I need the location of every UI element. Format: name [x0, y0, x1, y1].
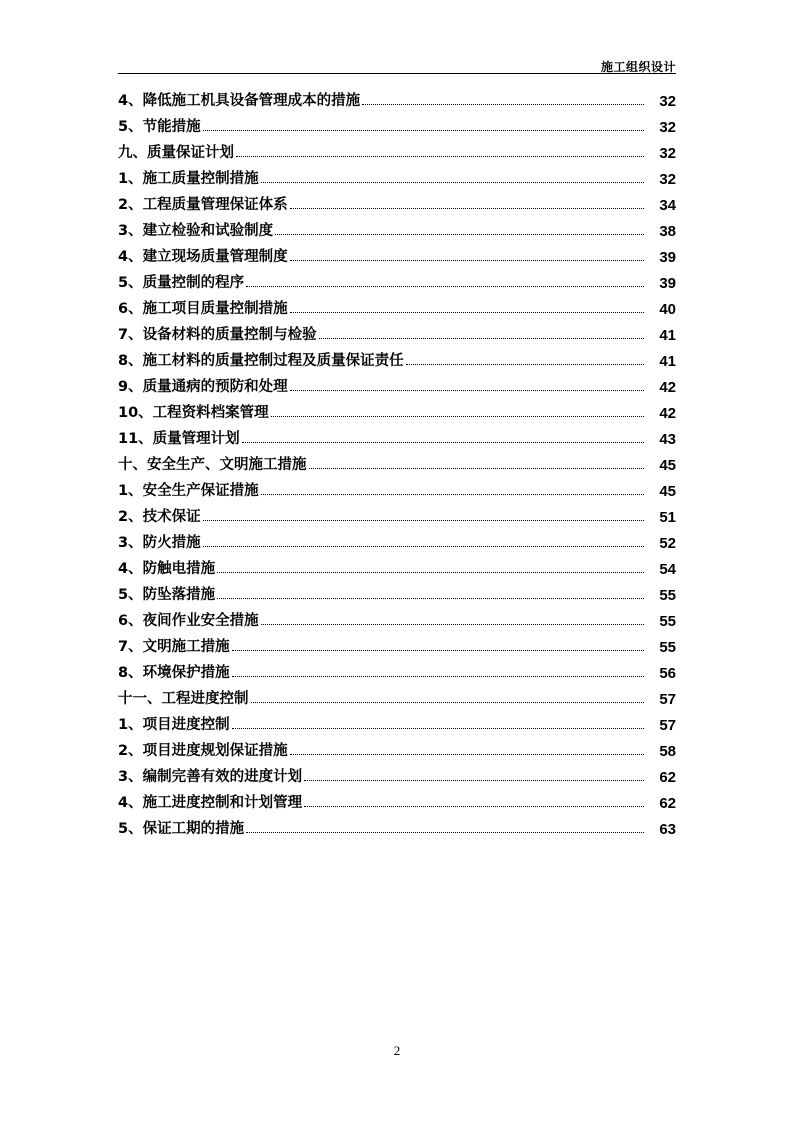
toc-entry-label: 4、施工进度控制和计划管理 — [118, 795, 303, 811]
toc-entry[interactable] — [118, 292, 676, 318]
toc-dot-leader — [319, 338, 644, 339]
toc-dot-leader — [290, 754, 644, 755]
toc-dot-leader — [406, 364, 644, 365]
toc-entry-page: 55 — [659, 639, 676, 656]
toc-entry-label: 十一、工程进度控制 — [118, 691, 249, 707]
toc-dot-leader — [203, 546, 644, 547]
toc-entry-label: 11、质量管理计划 — [118, 431, 240, 447]
toc-entry-page: 42 — [659, 379, 676, 396]
toc-entry-label: 九、质量保证计划 — [118, 145, 234, 161]
toc-dot-leader — [290, 312, 644, 313]
toc-entry[interactable] — [118, 734, 676, 760]
toc-entry[interactable] — [118, 84, 676, 110]
toc-dot-leader — [309, 468, 645, 469]
toc-entry-page: 57 — [659, 691, 676, 708]
toc-entry-page: 45 — [659, 457, 676, 474]
toc-entry-label: 5、质量控制的程序 — [118, 275, 245, 291]
toc-dot-leader — [290, 390, 644, 391]
toc-entry[interactable] — [118, 474, 676, 500]
toc-dot-leader — [304, 806, 644, 807]
toc-entry[interactable] — [118, 422, 676, 448]
toc-entry-label: 3、建立检验和试验制度 — [118, 223, 274, 239]
toc-dot-leader — [261, 624, 644, 625]
toc-dot-leader — [261, 182, 644, 183]
page-number: 2 — [393, 1043, 401, 1058]
toc-entry-page: 43 — [659, 431, 676, 448]
toc-entry[interactable] — [118, 578, 676, 604]
toc-dot-leader — [232, 676, 644, 677]
toc-entry-page: 63 — [659, 821, 676, 838]
toc-entry-page: 51 — [659, 509, 676, 526]
toc-entry-label: 2、项目进度规划保证措施 — [118, 743, 288, 759]
toc-entry[interactable] — [118, 760, 676, 786]
toc-dot-leader — [236, 156, 644, 157]
header-title: 施工组织设计 — [600, 60, 676, 74]
toc-entry-page: 54 — [659, 561, 676, 578]
toc-entry[interactable] — [118, 500, 676, 526]
toc-entry-label: 6、施工项目质量控制措施 — [118, 301, 288, 317]
toc-entry[interactable] — [118, 188, 676, 214]
toc-entry-page: 40 — [659, 301, 676, 318]
toc-dot-leader — [203, 130, 644, 131]
toc-entry[interactable] — [118, 214, 676, 240]
toc-dot-leader — [275, 234, 644, 235]
toc-entry-page: 58 — [659, 743, 676, 760]
toc-entry[interactable] — [118, 708, 676, 734]
toc-entry-page: 39 — [659, 249, 676, 266]
toc-entry-label: 4、防触电措施 — [118, 561, 216, 577]
toc-entry-label: 2、工程质量管理保证体系 — [118, 197, 288, 213]
toc-entry-page: 55 — [659, 587, 676, 604]
toc-entry[interactable] — [118, 604, 676, 630]
toc-entry[interactable] — [118, 630, 676, 656]
toc-entry-page: 32 — [659, 145, 676, 162]
toc-entry-label: 4、建立现场质量管理制度 — [118, 249, 288, 265]
toc-entry[interactable] — [118, 344, 676, 370]
toc-dot-leader — [217, 598, 644, 599]
toc-entry-page: 56 — [659, 665, 676, 682]
toc-dot-leader — [271, 416, 644, 417]
toc-dot-leader — [242, 442, 644, 443]
toc-entry-page: 42 — [659, 405, 676, 422]
toc-entry[interactable] — [118, 370, 676, 396]
toc-entry-page: 45 — [659, 483, 676, 500]
table-of-contents — [118, 84, 676, 838]
toc-entry-label: 5、保证工期的措施 — [118, 821, 245, 837]
toc-dot-leader — [362, 104, 644, 105]
toc-entry[interactable] — [118, 682, 676, 708]
toc-entry-label: 3、防火措施 — [118, 535, 201, 551]
toc-entry-label: 5、防坠落措施 — [118, 587, 216, 603]
toc-entry[interactable] — [118, 240, 676, 266]
toc-entry[interactable] — [118, 812, 676, 838]
toc-entry-label: 6、夜间作业安全措施 — [118, 613, 259, 629]
toc-entry-label: 8、施工材料的质量控制过程及质量保证责任 — [118, 353, 404, 369]
toc-dot-leader — [261, 494, 644, 495]
toc-entry-page: 41 — [659, 353, 676, 370]
toc-entry[interactable] — [118, 162, 676, 188]
toc-dot-leader — [217, 572, 644, 573]
toc-entry-page: 32 — [659, 171, 676, 188]
toc-entry-label: 7、设备材料的质量控制与检验 — [118, 327, 317, 343]
toc-entry[interactable] — [118, 448, 676, 474]
toc-entry[interactable] — [118, 786, 676, 812]
toc-entry[interactable] — [118, 266, 676, 292]
toc-entry-label: 1、施工质量控制措施 — [118, 171, 259, 187]
toc-entry-page: 52 — [659, 535, 676, 552]
toc-entry-page: 38 — [659, 223, 676, 240]
toc-entry-page: 32 — [659, 93, 676, 110]
toc-entry-label: 1、安全生产保证措施 — [118, 483, 259, 499]
toc-dot-leader — [304, 780, 644, 781]
toc-entry-label: 2、技术保证 — [118, 509, 201, 525]
toc-entry-label: 5、节能措施 — [118, 119, 201, 135]
toc-entry[interactable] — [118, 396, 676, 422]
header-rule — [118, 73, 676, 74]
toc-entry[interactable] — [118, 110, 676, 136]
toc-entry-page: 55 — [659, 613, 676, 630]
toc-entry-page: 41 — [659, 327, 676, 344]
toc-dot-leader — [203, 520, 644, 521]
toc-dot-leader — [246, 286, 644, 287]
toc-entry-page: 62 — [659, 795, 676, 812]
toc-dot-leader — [246, 832, 644, 833]
toc-entry-label: 4、降低施工机具设备管理成本的措施 — [118, 93, 361, 109]
toc-dot-leader — [232, 728, 644, 729]
toc-entry-page: 34 — [659, 197, 676, 214]
toc-entry[interactable] — [118, 526, 676, 552]
toc-entry[interactable] — [118, 552, 676, 578]
toc-entry-page: 62 — [659, 769, 676, 786]
toc-entry-label: 9、质量通病的预防和处理 — [118, 379, 288, 395]
toc-entry-page: 32 — [659, 119, 676, 136]
toc-entry[interactable] — [118, 656, 676, 682]
toc-entry[interactable] — [118, 136, 676, 162]
toc-dot-leader — [290, 208, 644, 209]
toc-entry-label: 7、文明施工措施 — [118, 639, 230, 655]
toc-dot-leader — [290, 260, 644, 261]
toc-entry-label: 10、工程资料档案管理 — [118, 405, 269, 421]
toc-entry[interactable] — [118, 318, 676, 344]
toc-entry-label: 1、项目进度控制 — [118, 717, 230, 733]
toc-entry-label: 十、安全生产、文明施工措施 — [118, 457, 307, 473]
toc-entry-label: 8、环境保护措施 — [118, 665, 230, 681]
toc-dot-leader — [251, 702, 645, 703]
toc-entry-label: 3、编制完善有效的进度计划 — [118, 769, 303, 785]
toc-entry-page: 57 — [659, 717, 676, 734]
toc-dot-leader — [232, 650, 644, 651]
toc-entry-page: 39 — [659, 275, 676, 292]
